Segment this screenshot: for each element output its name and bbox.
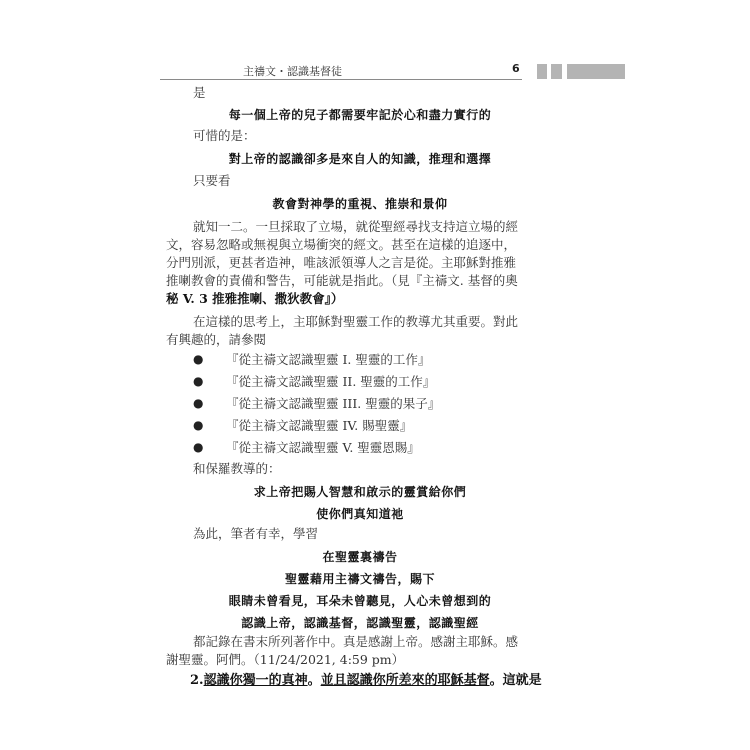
punctuation: 。	[307, 673, 321, 688]
emphasis-line: 認識上帝，認識基督，認識聖靈，認識聖經	[241, 616, 479, 630]
text-line: 和保羅教導的：	[193, 461, 281, 476]
underlined-phrase: 並且認識你所差來的耶穌基督	[320, 673, 490, 688]
emphasis-line: 使你們真知道祂	[316, 507, 404, 521]
emphasis-line: 對上帝的認識卻多是來自人的知識，推理和選擇	[228, 152, 492, 166]
paragraph-line: 謝聖靈。阿們。（11/24/2021, 4:59 pm）	[166, 652, 405, 667]
emphasis-line: 眼睛未曾看見，耳朵未曾聽見，人心未曾想到的	[228, 594, 492, 608]
underlined-phrase: 認識你獨一的真神	[203, 673, 308, 688]
paragraph-line: 分門別派，更甚者造神，唯該派領導人之言是從。主耶穌對推雅	[166, 255, 517, 270]
paragraph-line: 推喇教會的責備和警告，可能就是指此。（見『主禱文. 基督的奧	[166, 273, 518, 288]
list-number: 2.	[190, 673, 204, 688]
text-line: 為此，筆者有幸，學習	[193, 526, 319, 541]
paragraph-line: 就知一二。一旦採取了立場，就從聖經尋找支持這立場的經	[193, 219, 519, 234]
running-header-title: 主禱文・認識基督徒	[243, 65, 342, 78]
last-line	[190, 672, 542, 689]
header-rule	[160, 79, 522, 80]
text-line: 可惜的是：	[193, 128, 256, 143]
paragraph-line: 秘 V. 3 推雅推喇、撒狄教會』）	[166, 291, 344, 306]
text-line: 只要看	[193, 173, 231, 188]
bullet-dot: ●	[193, 418, 204, 432]
emphasis-line: 在聖靈裏禱告	[322, 550, 398, 564]
paragraph-line: 文，容易忽略或無視與立場衝突的經文。甚至在這樣的追逐中，	[166, 237, 517, 252]
paragraph-line: 都記錄在書末所列著作中。真是感謝上帝。感謝主耶穌。感	[193, 634, 519, 649]
emphasis-line: 教會對神學的重視、推崇和景仰	[272, 197, 448, 211]
bullet-dot: ●	[193, 374, 204, 388]
bullet-item: 『從主禱文認識聖靈 II. 聖靈的工作』	[226, 374, 436, 389]
bullet-dot: ●	[193, 440, 204, 454]
header-tab-block	[567, 64, 625, 79]
bullet-item: 『從主禱文認識聖靈 IV. 賜聖靈』	[226, 418, 413, 433]
header-tab-block	[551, 64, 562, 79]
paragraph-line: 有興趣的，請參閱	[166, 332, 267, 347]
emphasis-line: 每一個上帝的兒子都需要牢記於心和盡力實行的	[228, 108, 492, 122]
emphasis-line: 聖靈藉用主禱文禱告，賜下	[284, 572, 435, 586]
header-tab-block	[537, 64, 547, 79]
page-number: 6	[512, 62, 520, 75]
text-line: 是	[193, 85, 206, 100]
bullet-dot: ●	[193, 396, 204, 410]
bullet-item: 『從主禱文認識聖靈 III. 聖靈的果子』	[226, 396, 441, 411]
paragraph-line: 在這樣的思考上，主耶穌對聖靈工作的教導尤其重要。對此	[193, 314, 519, 329]
bullet-dot: ●	[193, 352, 204, 366]
emphasis-line: 求上帝把賜人智慧和啟示的靈賞給你們	[253, 485, 467, 499]
trailing-text: 。這就是	[489, 673, 542, 688]
bullet-item: 『從主禱文認識聖靈 V. 聖靈恩賜』	[226, 440, 420, 455]
bullet-item: 『從主禱文認識聖靈 I. 聖靈的工作』	[226, 352, 431, 367]
